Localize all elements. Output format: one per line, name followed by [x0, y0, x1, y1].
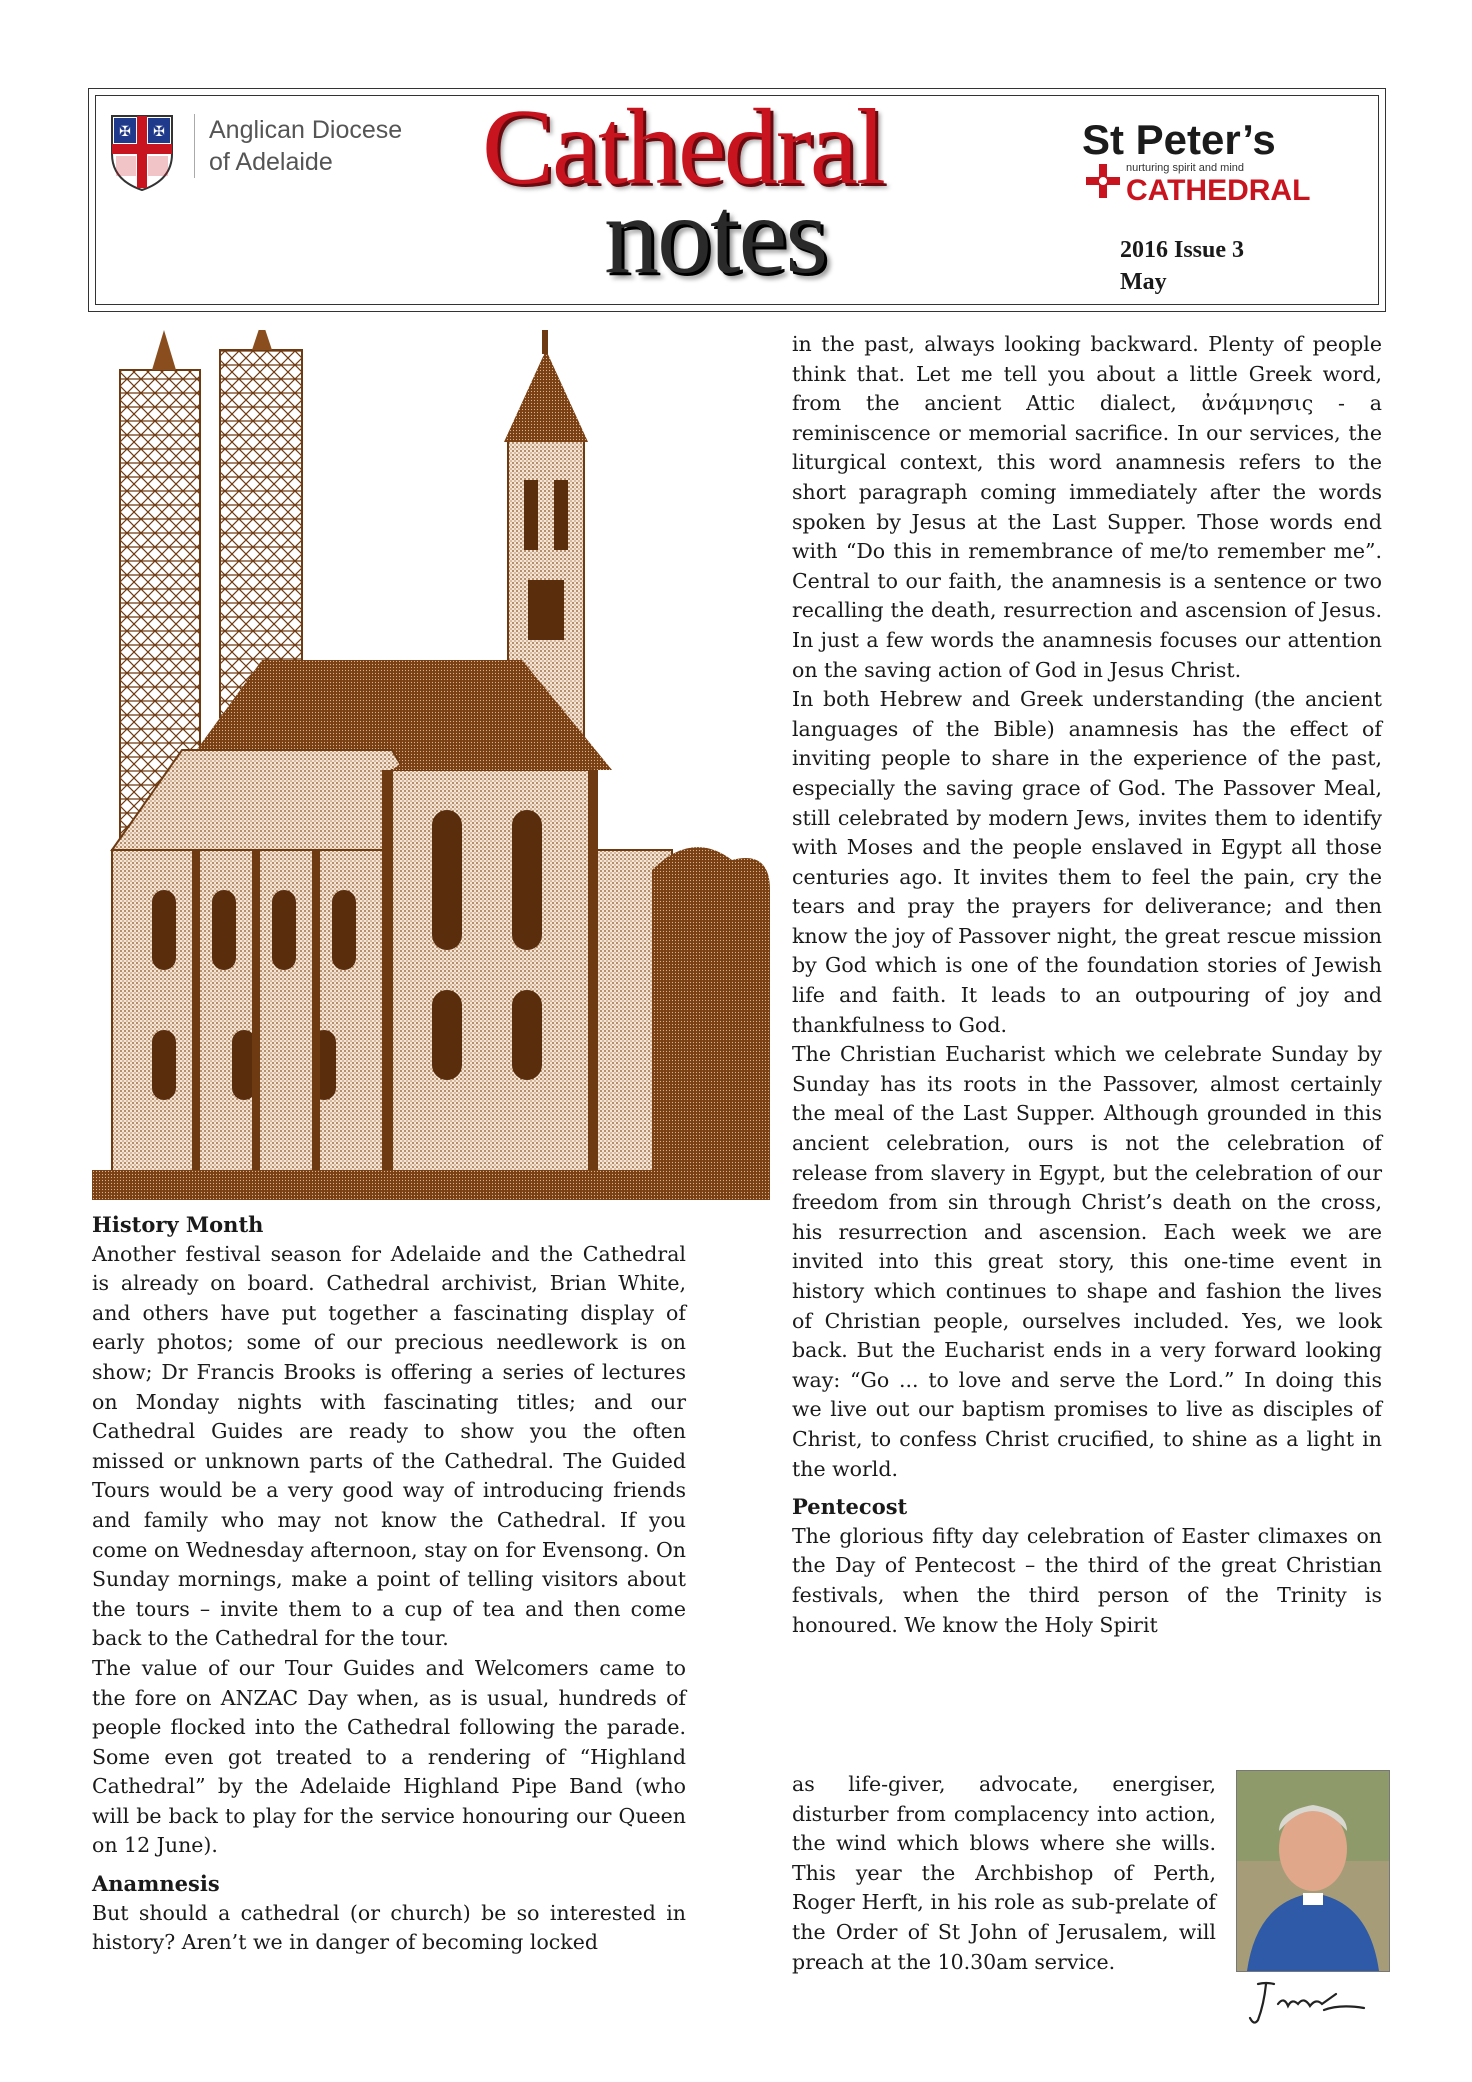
anamnesis-paragraph-3: The Christian Eucharist which we celebrate Sunday by Sunday has its roots in the Passover, almost certainly the meal of the Last Supper. Although grounded in this ancient celebration, ours is not the celebration of release from slavery in Egypt, but the celebration of our freedom from sin through Christ’s death on the cross, his resurrection and ascension. Each week we are invited into this great story, this one-time event in history which continues to shape and fashion the lives of Christian people, ourselves included. Yes, we look back. But the Eucharist ends in a very forward looking way: “Go ... to love and serve the Lord.” In doing this we live out our baptism promises to live as disciples of Christ, to confess Christ crucified, to shine as a light in the world. [792, 1042, 1382, 1481]
st-peters-name: St Peter’s [1082, 116, 1276, 163]
pentecost-paragraph-full: The glorious fifty day celebration of Easter climaxes on the Day of Pentecost – the third of the great Christian festivals, when the third person of the Trinity is honoured. We know the Holy Spirit [792, 1523, 1382, 1637]
anamnesis-heading: Anamnesis [92, 1871, 220, 1897]
history-month-paragraph-1: Another festival season for Adelaide and the Cathedral is already on board. Cathedral archivist, Brian White, and others have put together a fascinating display of early photos; some of our precious needlework is on show; Dr Francis Brooks is offering a series of lectures on Monday nights with fascinating titles; and our Cathedral Guides are ready to show you the often missed or unknown parts of the Cathedral. The Guided Tours would be a very good way of introducing friends and family who may not know the Cathedral. If you come on Wednesday afternoon, stay on for Evensong. On Sunday mornings, make a point of telling visitors about the tours – invite them to a cup of tea and then come back to the Cathedral for the tour. [92, 1241, 686, 1651]
dean-portrait-photo [1236, 1770, 1390, 1972]
anamnesis-paragraph-2: In both Hebrew and Greek understanding (the ancient languages of the Bible) anamnesis has the effect of inviting people to share in the experience of the past, especially the saving grace of God. The Passover Meal, still celebrated by modern Jews, invites them to identify with Moses and the people enslaved in Egypt all those centuries ago. It invites them to feel the pain, cry the tears and pray the prayers for deliverance; and then know the joy of Passover night, the great rescue mission by God which is one of the foundation stories of Jewish life and faith. It leads to an outpouring of joy and thankfulness to God. [792, 687, 1382, 1037]
issue-info [1120, 234, 1244, 298]
issue-number: 2016 Issue 3 [1120, 237, 1245, 263]
diocese-line-1: Anglican Diocese [209, 116, 403, 144]
pentecost-paragraph-narrow: as life-giver, advocate, energiser, disturber from complacency into action, the wind which blows where she wills. This year the Archbishop of Perth, Roger Herft, in his role as sub-prelate of the Order of St John of Jerusalem, will preach at the 10.30am service. [792, 1772, 1216, 1974]
st-peters-cathedral: CATHEDRAL [1126, 174, 1311, 207]
signature-mark [1244, 1974, 1384, 2030]
masthead [88, 88, 1386, 312]
left-column [92, 1210, 686, 1958]
shield-icon [110, 114, 174, 192]
cathedral-construction-photo [92, 330, 770, 1200]
anamnesis-paragraph-1-start: But should a cathedral (or church) be so interested in history? Aren’t we in danger of becoming locked [92, 1900, 686, 1955]
cross-icon [1084, 162, 1122, 200]
masthead-inner-border [95, 88, 1379, 305]
newsletter-title-cathedral: Cathedral [482, 88, 884, 207]
right-column [792, 330, 1382, 1640]
history-month-paragraph-2: The value of our Tour Guides and Welcomers came to the fore on ANZAC Day when, as is usual, hundreds of people flocked into the Cathedral following the parade. Some even got treated to a rendering of “Highland Cathedral” by the Adelaide Highland Pipe Band (who will be back to play for the service honouring our Queen on 12 June). [92, 1655, 686, 1858]
diocese-name [194, 114, 419, 178]
svg-text:✠: ✠ [153, 124, 165, 140]
pentecost-heading: Pentecost [792, 1494, 908, 1520]
issue-month: May [1120, 269, 1167, 295]
anamnesis-paragraph-1-continued: in the past, always looking backward. Plenty of people think that. Let me tell you about a little Greek word, from the ancient Attic dialect, ἀνάμνησις - a reminiscence or memorial sacrifice. In our services, the liturgical context, this word anamnesis refers to the short paragraph coming immediately after the words spoken by Jesus at the Last Supper. Those words end with “Do this in remembrance of me/to remember me”. Central to our faith, the anamnesis is a sentence or two recalling the death, resurrection and ascension of Jesus. In just a few words the anamnesis focuses our attention on the saving action of God in Jesus Christ. [792, 332, 1382, 682]
history-month-heading: History Month [92, 1212, 264, 1237]
st-peters-tagline: nurturing spirit and mind [1126, 162, 1245, 174]
newsletter-title-notes: notes [604, 174, 827, 296]
svg-text:✠: ✠ [119, 124, 131, 140]
diocese-line-2: of Adelaide [209, 148, 333, 176]
pentecost-narrow-column [792, 1770, 1216, 1977]
